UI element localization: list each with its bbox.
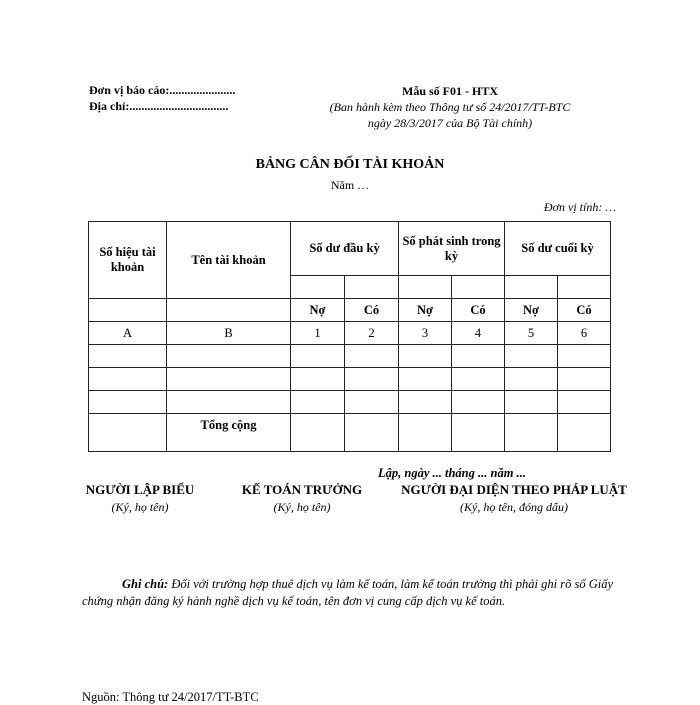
- signature-legal-representative: [388, 482, 640, 515]
- header-blank-cell: [399, 276, 452, 299]
- header-blank-cell: [345, 276, 399, 299]
- header-blank-cell: [291, 276, 345, 299]
- table-cell: [291, 368, 345, 391]
- table-cell: [291, 345, 345, 368]
- table-cell: [505, 414, 558, 452]
- subheader-blank: [89, 299, 167, 322]
- column-code: 4: [452, 322, 505, 345]
- table-cell: [167, 391, 291, 414]
- org-name: Đơn vị báo cáo:......................: [89, 83, 236, 97]
- form-number: Mẫu số F01 - HTX: [402, 84, 498, 98]
- header-debit: Nợ: [291, 299, 345, 322]
- legal-rep-sign-hint: (Ký, họ tên, đóng dấu): [460, 500, 568, 514]
- document-title: BẢNG CÂN ĐỐI TÀI KHOẢN: [255, 157, 445, 172]
- header-debit: Nợ: [399, 299, 452, 322]
- table-cell: [452, 414, 505, 452]
- table-cell: [345, 414, 399, 452]
- table-cell: [505, 391, 558, 414]
- table-row: [89, 391, 611, 414]
- document-year: Năm …: [330, 178, 370, 192]
- chief-accountant-sign-hint: (Ký, họ tên): [273, 500, 331, 514]
- table-cell: [505, 368, 558, 391]
- preparer-sign-hint: (Ký, họ tên): [111, 500, 169, 514]
- header-account-no: Số hiệu tài khoản: [89, 222, 167, 299]
- table-row: [89, 345, 611, 368]
- header-credit: Có: [345, 299, 399, 322]
- table-cell: [89, 414, 167, 452]
- table-cell: [505, 345, 558, 368]
- total-label: Tổng cộng: [167, 414, 291, 452]
- note-text: Đối với trường hợp thuê dịch vụ làm kế toán, làm kế toán trưởng thì phải ghi rõ số Giấy chứng nhận đăng ký hành nghề dịch vụ kế toán, tên đơn vị cung cấp dịch vụ kế toán.: [82, 577, 613, 608]
- header-credit: Có: [558, 299, 611, 322]
- table-cell: [89, 391, 167, 414]
- trial-balance-table: [88, 221, 611, 452]
- table-cell: [399, 345, 452, 368]
- column-code: 2: [345, 322, 399, 345]
- header-opening-balance: Số dư đầu kỳ: [291, 222, 399, 276]
- subheader-blank: [167, 299, 291, 322]
- column-code: 1: [291, 322, 345, 345]
- table-cell: [345, 345, 399, 368]
- chief-accountant-title: KẾ TOÁN TRƯỞNG: [241, 482, 363, 497]
- column-code: 5: [505, 322, 558, 345]
- column-code: B: [167, 322, 291, 345]
- table-cell: [399, 368, 452, 391]
- table-cell: [345, 368, 399, 391]
- table-cell: [399, 391, 452, 414]
- table-cell: [452, 391, 505, 414]
- table-cell: [452, 345, 505, 368]
- header-debit: Nợ: [505, 299, 558, 322]
- table-cell: [558, 414, 611, 452]
- total-row: [89, 414, 611, 452]
- column-code: 3: [399, 322, 452, 345]
- signature-preparer: [76, 482, 204, 515]
- source-line: Nguồn: Thông tư 24/2017/TT-BTC: [82, 690, 259, 704]
- form-reference-block: [300, 83, 600, 131]
- table-header-row: [89, 222, 611, 276]
- table-cell: [291, 414, 345, 452]
- header-credit: Có: [452, 299, 505, 322]
- table-cell: [399, 414, 452, 452]
- sign-date-line: Lập, ngày ... tháng ... năm ...: [378, 466, 526, 480]
- column-code-row: [89, 322, 611, 345]
- table-cell: [452, 368, 505, 391]
- table-row: [89, 368, 611, 391]
- column-code: A: [89, 322, 167, 345]
- header-account-name: Tên tài khoản: [167, 222, 291, 299]
- preparer-title: NGƯỜI LẬP BIỂU: [85, 482, 195, 497]
- table-cell: [558, 345, 611, 368]
- table-cell: [167, 345, 291, 368]
- table-cell: [345, 391, 399, 414]
- header-blank-cell: [558, 276, 611, 299]
- column-code: 6: [558, 322, 611, 345]
- header-closing-balance: Số dư cuối kỳ: [505, 222, 611, 276]
- table-subheader-row: [89, 299, 611, 322]
- table-cell: [558, 368, 611, 391]
- table-cell: [291, 391, 345, 414]
- form-reference-line2: ngày 28/3/2017 của Bộ Tài chính): [367, 116, 533, 130]
- table-cell: [89, 345, 167, 368]
- note-label: Ghi chú:: [122, 577, 169, 591]
- header-blank-cell: [505, 276, 558, 299]
- header-blank-cell: [452, 276, 505, 299]
- address: Địa chỉ:.................................: [89, 99, 229, 113]
- signature-chief-accountant: [234, 482, 370, 515]
- currency-unit: Đơn vị tính: …: [543, 200, 616, 214]
- table-cell: [167, 368, 291, 391]
- form-reference-line1: (Ban hành kèm theo Thông tư số 24/2017/TT-BTC: [329, 100, 571, 114]
- table-cell: [558, 391, 611, 414]
- header-period-movement: Số phát sinh trong kỳ: [399, 222, 505, 276]
- table-cell: [89, 368, 167, 391]
- legal-rep-title: NGƯỜI ĐẠI DIỆN THEO PHÁP LUẬT: [401, 482, 627, 497]
- note-paragraph: [82, 576, 622, 610]
